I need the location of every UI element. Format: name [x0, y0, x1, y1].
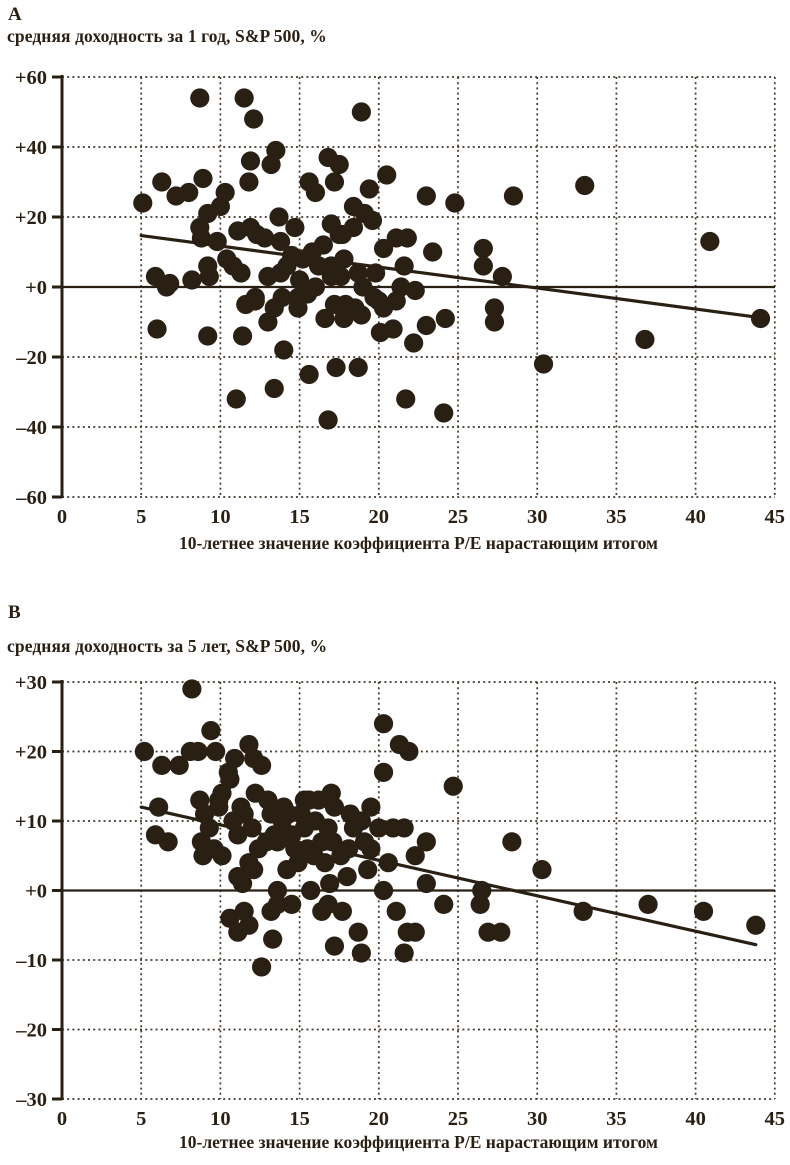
data-point	[330, 155, 349, 174]
panel-b-scatter-chart	[0, 594, 790, 1165]
data-point	[325, 937, 344, 956]
data-point	[209, 798, 228, 817]
y-tick-label: +20	[14, 741, 47, 764]
data-point	[387, 291, 406, 310]
y-tick-label: –40	[16, 417, 47, 439]
data-point	[133, 193, 152, 212]
data-point	[241, 151, 260, 170]
data-point	[404, 333, 423, 352]
x-tick-label: 0	[56, 1108, 68, 1130]
data-point	[417, 316, 436, 335]
x-tick-label: 35	[606, 1108, 627, 1130]
data-point	[369, 291, 388, 310]
x-tick-label: 5	[136, 506, 147, 528]
data-point	[320, 874, 339, 893]
data-point	[406, 846, 425, 865]
data-point	[288, 298, 307, 317]
data-point	[239, 172, 258, 191]
x-tick-label: 30	[526, 506, 548, 528]
data-point	[263, 930, 282, 949]
data-point	[504, 186, 523, 205]
data-point	[333, 902, 352, 921]
data-point	[212, 846, 231, 865]
data-point	[534, 354, 553, 373]
data-point	[152, 172, 171, 191]
data-point	[233, 326, 252, 345]
data-point	[417, 186, 436, 205]
x-tick-label: 20	[368, 506, 390, 528]
data-point	[387, 902, 406, 921]
data-point	[379, 853, 398, 872]
data-point	[246, 291, 265, 310]
data-point	[252, 756, 271, 775]
data-point	[334, 309, 353, 328]
data-point	[261, 155, 280, 174]
panel-a-xaxis-label: 10-летнее значение коэффициента P/E нарастающим итогом	[179, 533, 658, 553]
data-point	[182, 270, 201, 289]
data-point	[309, 256, 328, 275]
data-point	[471, 895, 490, 914]
x-tick-label: 35	[606, 506, 627, 528]
data-point	[211, 197, 230, 216]
data-point	[326, 358, 345, 377]
data-point	[349, 923, 368, 942]
data-point	[325, 172, 344, 191]
data-point	[746, 916, 765, 935]
x-tick-label: 40	[685, 1108, 706, 1130]
data-point	[244, 109, 263, 128]
data-point	[315, 309, 334, 328]
data-point	[258, 312, 277, 331]
data-point	[374, 763, 393, 782]
panel-b-title: средняя доходность за 5 лет, S&P 500, %	[7, 636, 328, 656]
data-point	[239, 916, 258, 935]
data-point	[434, 403, 453, 422]
x-tick-label: 30	[526, 1108, 548, 1130]
data-point	[574, 902, 593, 921]
data-point	[360, 179, 379, 198]
data-point	[149, 798, 168, 817]
data-point	[361, 839, 380, 858]
data-point	[200, 267, 219, 286]
x-tick-label: 40	[685, 506, 706, 528]
data-point	[700, 232, 719, 251]
data-point	[255, 228, 274, 247]
data-point	[306, 183, 325, 202]
data-point	[694, 902, 713, 921]
data-point	[363, 211, 382, 230]
data-point	[751, 309, 770, 328]
data-point	[369, 818, 388, 837]
data-point	[444, 777, 463, 796]
data-point	[274, 340, 293, 359]
data-point	[338, 867, 357, 886]
x-tick-label: 5	[136, 1108, 147, 1130]
data-point	[377, 165, 396, 184]
data-point	[383, 319, 402, 338]
data-point	[434, 895, 453, 914]
data-point	[223, 811, 242, 830]
data-point	[157, 277, 176, 296]
x-tick-label: 25	[447, 1108, 469, 1130]
data-point	[436, 309, 455, 328]
data-point	[227, 389, 246, 408]
y-tick-label: –20	[16, 347, 47, 369]
y-tick-label: +10	[14, 811, 47, 833]
data-point	[406, 281, 425, 300]
data-point	[398, 228, 417, 247]
data-point	[288, 853, 307, 872]
data-point	[192, 228, 211, 247]
data-point	[190, 88, 209, 107]
data-point	[374, 881, 393, 900]
data-point	[361, 798, 380, 817]
data-point	[635, 330, 654, 349]
panel-a-letter: А	[8, 4, 22, 25]
data-point	[358, 860, 377, 879]
data-point	[285, 218, 304, 237]
data-point	[235, 88, 254, 107]
data-point	[493, 267, 512, 286]
y-tick-label: +20	[14, 207, 47, 229]
y-tick-label: –20	[16, 1019, 47, 1042]
data-point	[395, 818, 414, 837]
data-point	[445, 193, 464, 212]
data-point	[474, 256, 493, 275]
data-point	[396, 389, 415, 408]
y-tick-label: +0	[25, 277, 47, 299]
y-tick-label: –10	[16, 950, 47, 972]
y-tick-label: +60	[14, 67, 47, 89]
data-point	[374, 714, 393, 733]
x-tick-label: 15	[289, 506, 310, 528]
data-point	[395, 256, 414, 275]
data-point	[417, 874, 436, 893]
data-point	[159, 832, 178, 851]
data-point	[406, 923, 425, 942]
y-tick-label: –30	[16, 1089, 47, 1111]
panel-b-xaxis-label: 10-летнее значение коэффициента P/E нарастающим итогом	[179, 1132, 658, 1152]
x-tick-label: 10	[210, 1108, 231, 1130]
x-tick-label: 10	[210, 506, 231, 528]
data-point	[208, 232, 227, 251]
data-point	[399, 742, 418, 761]
data-point	[252, 957, 271, 976]
data-point	[532, 860, 551, 879]
data-point	[474, 239, 493, 258]
data-point	[423, 242, 442, 261]
data-point	[374, 239, 393, 258]
x-tick-label: 15	[289, 1108, 310, 1130]
data-point	[206, 742, 225, 761]
x-tick-label: 20	[368, 1108, 390, 1130]
y-tick-label: +0	[25, 880, 47, 903]
y-tick-label: +40	[14, 137, 47, 159]
data-point	[300, 365, 319, 384]
data-point	[198, 326, 217, 345]
data-point	[333, 225, 352, 244]
data-point	[319, 410, 338, 429]
data-point	[575, 176, 594, 195]
data-point	[269, 207, 288, 226]
data-point	[395, 943, 414, 962]
data-point	[135, 742, 154, 761]
x-tick-label: 45	[764, 506, 786, 528]
data-point	[179, 183, 198, 202]
data-point	[491, 923, 510, 942]
panel-a-title: средняя доходность за 1 год, S&P 500, %	[7, 26, 327, 46]
data-point	[193, 169, 212, 188]
data-point	[282, 895, 301, 914]
data-point	[352, 943, 371, 962]
data-point	[170, 756, 189, 775]
data-point	[249, 839, 268, 858]
x-tick-label: 25	[447, 506, 469, 528]
data-point	[295, 818, 314, 837]
x-tick-label: 0	[56, 506, 68, 528]
data-point	[201, 721, 220, 740]
data-point	[352, 305, 371, 324]
data-point	[638, 895, 657, 914]
panel-b-letter: В	[8, 602, 21, 623]
data-point	[485, 312, 504, 331]
x-tick-label: 45	[764, 1108, 786, 1130]
data-point	[231, 263, 250, 282]
y-tick-label: +30	[14, 672, 47, 694]
data-point	[502, 832, 521, 851]
data-point	[182, 679, 201, 698]
data-point	[147, 319, 166, 338]
data-point	[349, 358, 368, 377]
panel-b	[0, 594, 790, 1165]
data-point	[152, 756, 171, 775]
data-point	[200, 818, 219, 837]
y-tick-label: –60	[16, 487, 47, 509]
data-point	[352, 102, 371, 121]
data-point	[265, 379, 284, 398]
data-point	[301, 881, 320, 900]
data-point	[233, 874, 252, 893]
data-point	[315, 853, 334, 872]
